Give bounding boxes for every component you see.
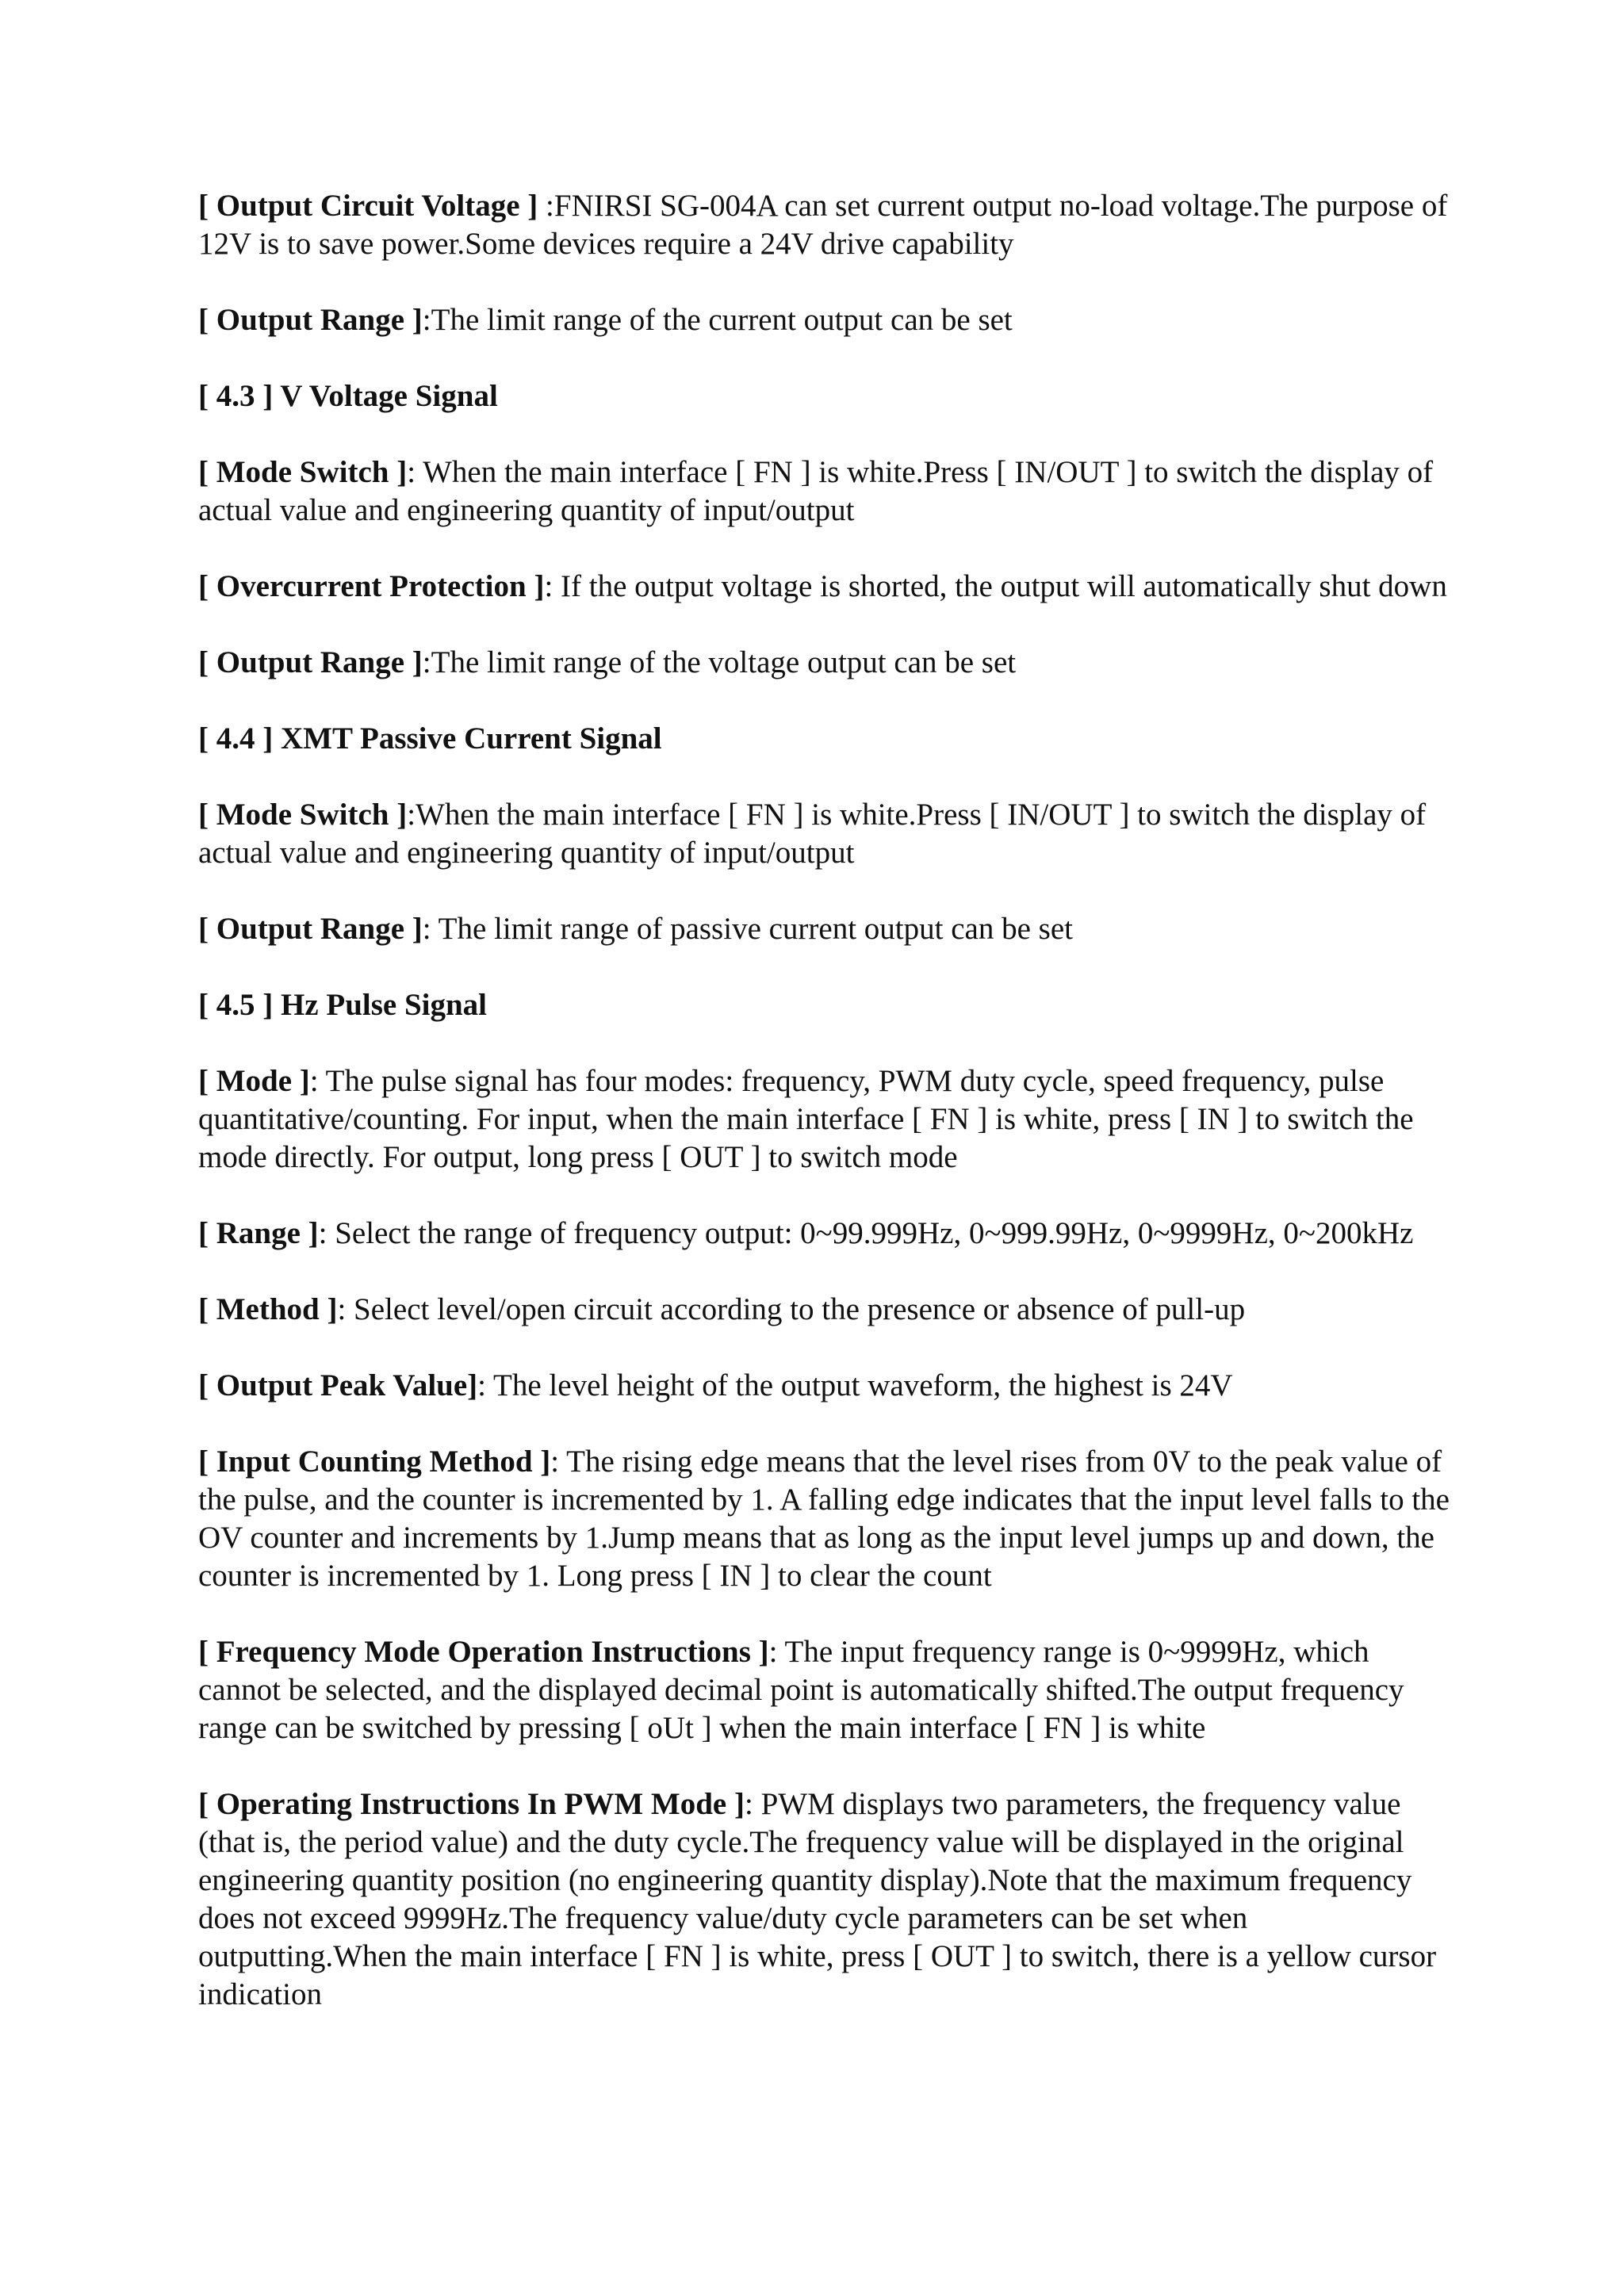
term-description: :When the main interface [ FN ] is white.Press [ IN/OUT ] to switch the display of actual value and engineering quantity of input/output [198,798,1427,870]
term-label: [ Input Counting Method ] [198,1445,551,1479]
term-description: :The limit range of the voltage output can be set [422,645,1017,679]
term-label: [ Method ] [198,1292,338,1326]
term-description: :FNIRSI SG-004A can set current output no-load voltage.The purpose of 12V is to save power.Some devices require a 24V drive capability [198,189,1448,261]
paragraph-input-counting-method [198,1443,1451,1595]
term-label: [ Output Range ] [198,912,423,946]
document-page [198,187,1451,2052]
term-label: [ Mode ] [198,1064,310,1098]
paragraph-mode-switch-voltage [198,453,1451,530]
paragraph-method [198,1291,1451,1329]
term-label: [ Range ] [198,1216,319,1250]
term-label: [ Output Peak Value] [198,1368,478,1402]
term-description: : Select level/open circuit according to the presence or absence of pull-up [337,1292,1246,1326]
paragraph-output-range-voltage [198,644,1451,682]
paragraph-mode [198,1062,1451,1177]
term-label: [ Output Range ] [198,303,423,337]
term-label: [ Output Range ] [198,645,423,679]
paragraph-pwm-mode-instructions [198,1785,1451,2014]
paragraph-overcurrent-protection [198,568,1451,606]
term-label: [ Mode Switch ] [198,455,408,489]
term-description: : The pulse signal has four modes: frequency, PWM duty cycle, speed frequency, pulse quantitative/counting. For input, when the main interface [ FN ] is white, press [ IN ] to switch the mode directly. For output, long press [ OUT ] to switch mode [198,1064,1414,1174]
paragraph-range [198,1215,1451,1253]
term-description: : If the output voltage is shorted, the output will automatically shut down [544,569,1447,603]
term-label: [ Frequency Mode Operation Instructions ] [198,1635,769,1669]
paragraph-mode-switch-xmt [198,796,1451,872]
section-heading-4-3: [ 4.3 ] V Voltage Signal [198,379,498,413]
paragraph-frequency-mode-instructions [198,1633,1451,1747]
term-description: : When the main interface [ FN ] is white.Press [ IN/OUT ] to switch the display of actual value and engineering quantity of input/output [198,455,1434,527]
term-label: [ Overcurrent Protection ] [198,569,545,603]
term-description: : PWM displays two parameters, the frequency value (that is, the period value) and the duty cycle.The frequency value will be displayed in the original engineering quantity position (no engineering quantity display).Note that the maximum frequency does not exceed 9999Hz.The frequency value/duty cycle parameters can be set when outputting.When the main interface [ FN ] is white, press [ OUT ] to switch, there is a yellow cursor indication [198,1787,1437,2011]
term-description: : The level height of the output waveform, the highest is 24V [477,1368,1233,1402]
term-description: :The limit range of the current output can be set [422,303,1013,337]
term-label: [ Operating Instructions In PWM Mode ] [198,1787,745,1821]
term-description: : The input frequency range is 0~9999Hz, which cannot be selected, and the displayed decimal point is automatically shifted.The output frequency range can be switched by pressing [ oUt ] when the main interface [ FN ] is white [198,1635,1404,1745]
term-description: : The rising edge means that the level rises from 0V to the peak value of the pulse, and the counter is incremented by 1. A falling edge indicates that the input level falls to the OV counter and increments by 1.Jump means that as long as the input level jumps up and down, the counter is incremented by 1. Long press [ IN ] to clear the count [198,1445,1450,1593]
paragraph-output-circuit-voltage [198,187,1451,263]
section-heading-4-4: [ 4.4 ] XMT Passive Current Signal [198,721,662,756]
term-description: : Select the range of frequency output: 0~99.999Hz, 0~999.99Hz, 0~9999Hz, 0~200kHz [318,1216,1414,1250]
paragraph-output-peak-value [198,1367,1451,1405]
term-description: : The limit range of passive current output can be set [422,912,1073,946]
paragraph-output-range-current [198,301,1451,339]
term-label: [ Output Circuit Voltage ] [198,189,538,223]
section-heading-4-5: [ 4.5 ] Hz Pulse Signal [198,988,488,1022]
paragraph-output-range-passive [198,910,1451,948]
term-label: [ Mode Switch ] [198,798,408,832]
